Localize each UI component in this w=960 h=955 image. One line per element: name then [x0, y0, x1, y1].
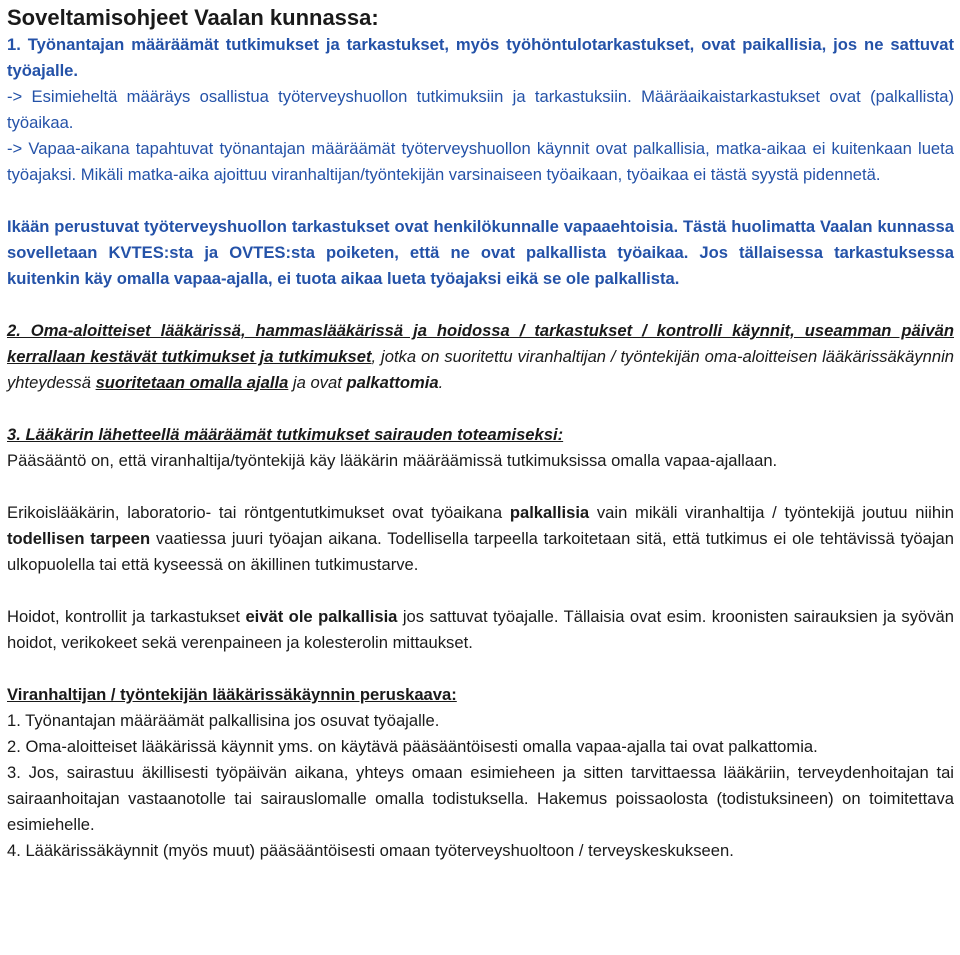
- section-2-emphasis-1: 2. Oma-aloitteiset lääkärissä, hammaslääkärissä ja hoidossa / tarkastukset / kontrolli käynnit, useamman päivän kerrallaan kestävät tutkimukset ja tutkimukset: [7, 321, 954, 366]
- section-2-text-3: .: [438, 373, 444, 392]
- section-2-emphasis-2: suoritetaan omalla ajalla: [95, 373, 289, 392]
- section-1-heading: 1. Työnantajan määräämät tutkimukset ja tarkastukset, myös työhöntulotarkastukset, ovat paikallisia, jos ne sattuvat työajalle.: [7, 35, 954, 80]
- section-1-paragraph-2b: Mikäli matka-aika ajoittuu viranhaltijan/työntekijän varsinaiseen työaikaan, työaikaa ei tästä syystä pidennetä.: [76, 165, 881, 184]
- section-3-heading: 3. Lääkärin lähetteellä määräämät tutkimukset sairauden toteamiseksi:: [7, 425, 564, 444]
- section-3-paragraph-2: [7, 500, 954, 578]
- page-title: Soveltamisohjeet Vaalan kunnassa:: [7, 5, 379, 30]
- summary-item-1: 1. Työnantajan määräämät palkallisina jos osuvat työajalle.: [7, 711, 440, 730]
- section-1-paragraph-1: -> Esimieheltä määräys osallistua työterveyshuollon tutkimuksiin ja tarkastuksiin. Määräaikaistarkastukset ovat (palkallista) työaikaa.: [7, 87, 954, 132]
- summary-item-4: 4. Lääkärissäkäynnit (myös muut) pääsääntöisesti omaan työterveyshuoltoon / terveyskeskukseen.: [7, 841, 734, 860]
- section-1-notice: Ikään perustuvat työterveyshuollon tarkastukset ovat henkilökunnalle vapaaehtoisia. Tästä huolimatta Vaalan kunnassa sovelletaan KVTES:sta ja OVTES:sta poiketen, että ne ovat palkallista työaikaa. Jos tällaisessa tarkastuksessa kuitenkin käy omalla vapaa-ajalla, ei tuota aikaa lueta työajaksi eikä se ole palkallista.: [7, 217, 954, 288]
- section-3-p2-text-1: Erikoislääkärin, laboratorio- tai röntgentutkimukset ovat työaikana: [7, 503, 510, 522]
- section-3-p2-text-3: vaatiessa juuri työajan aikana. Todellisella tarpeella tarkoitetaan sitä, että tutkimus ei ole tehtävissä työajan ulkopuolella tai että kyseessä on äkillinen tutkimustarve.: [7, 529, 954, 574]
- summary-item-2: 2. Oma-aloitteiset lääkärissä käynnit yms. on käytävä pääsääntöisesti omalla vapaa-ajalla tai ovat palkattomia.: [7, 737, 818, 756]
- section-3-p3-bold: eivät ole palkallisia: [245, 607, 398, 626]
- summary-heading: Viranhaltijan / työntekijän lääkärissäkäynnin peruskaava:: [7, 685, 457, 704]
- section-2-text-2: ja ovat: [288, 373, 347, 392]
- section-3-paragraph-3: [7, 604, 954, 656]
- section-2-emphasis-3: palkattomia: [346, 373, 439, 392]
- section-1-paragraph-2a: -> Vapaa-aikana tapahtuvat työnantajan määräämät työterveyshuollon käynnit ovat palkallisia, matka-aikaa ei kuitenkaan lueta työajaksi.: [7, 139, 954, 184]
- section-2-text-1: , jotka on suoritettu viranhaltijan / työntekijän oma-aloitteisen lääkärissäkäynnin yhteydessä: [7, 347, 954, 392]
- section-3-p2-bold-1: palkallisia: [509, 503, 590, 522]
- section-3-p3-text-1: Hoidot, kontrollit ja tarkastukset: [7, 607, 246, 626]
- section-1-paragraph-2: [7, 136, 954, 188]
- section-3-paragraph-1: Pääsääntö on, että viranhaltija/työntekijä käy lääkärin määräämissä tutkimuksissa omalla vapaa-ajallaan.: [7, 451, 778, 470]
- section-3-p2-text-2: vain mikäli viranhaltija / työntekijä joutuu niihin: [589, 503, 954, 522]
- section-3-p2-bold-2: todellisen tarpeen: [7, 529, 151, 548]
- section-3-p3-text-2: jos sattuvat työajalle. Tällaisia ovat esim. kroonisten sairauksien ja syövän hoidot, verikokeet sekä verenpaineen ja kolesterolin mittaukset.: [7, 607, 955, 652]
- summary-item-3: 3. Jos, sairastuu äkillisesti työpäivän aikana, yhteys omaan esimieheen ja sitten tarvittaessa lääkäriin, terveydenhoitajan tai sairaanhoitajan vastaanotolle tai sairauslomalle omalla todistuksella. Hakemus poissaolosta (todistuksineen) on toimitettava esimiehelle.: [7, 763, 954, 834]
- section-2-paragraph: [7, 318, 954, 396]
